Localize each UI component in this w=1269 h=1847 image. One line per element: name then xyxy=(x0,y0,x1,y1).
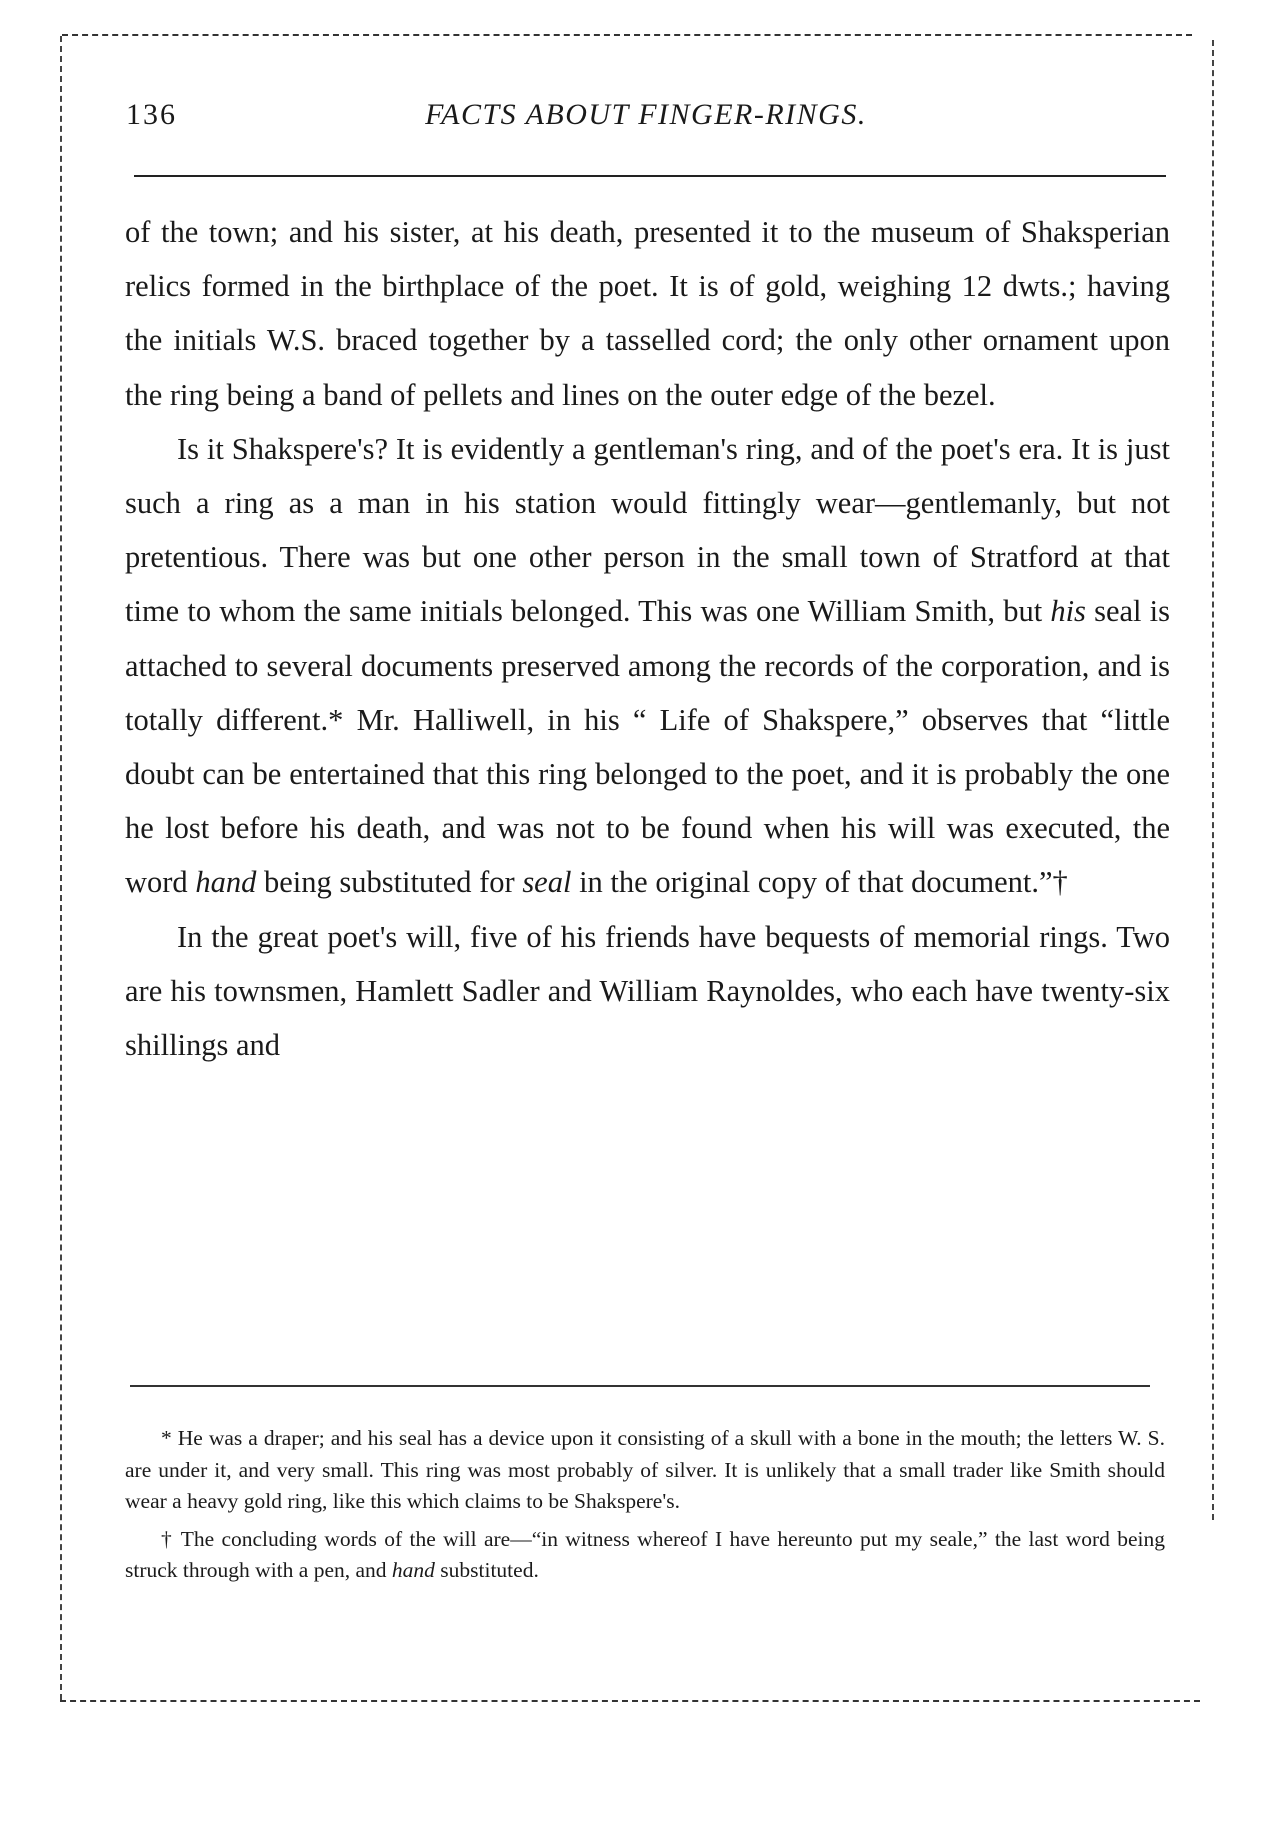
text-run: In the great poet's will, five of his friends have bequests of memorial rings. Two are his townsmen, Hamlett Sadler and William Raynoldes, who each have twenty-six shillings and xyxy=(125,919,1170,1063)
text-run: seal is attached to several documents preserved among the records of the corporation, and is totally different.* Mr. Halliwell, in his “ Life of Shakspere,” observes that “little doubt can be entertained that this ring belonged to the poet, and it is probably the one he lost before his death, and was not to be found when his will was executed, the word xyxy=(125,594,1170,900)
right-border-line xyxy=(1212,40,1214,1520)
page-number: 136 xyxy=(126,98,177,131)
italic-seal: seal xyxy=(522,865,572,900)
running-head xyxy=(126,98,1166,138)
footnote-2 xyxy=(125,1524,1165,1587)
body-text xyxy=(125,205,1170,1072)
running-title: FACTS ABOUT FINGER-RINGS. xyxy=(425,98,867,131)
text-run: substituted. xyxy=(434,1558,539,1582)
text-run: Is it Shakspere's? It is evidently a gentleman's ring, and of the poet's era. It is just such a ring as a man in his station would fittingly wear—gentlemanly, but not pretentious. There was but one other person in the small town of Stratford at that time to whom the same initials belonged. This was one William Smith, but xyxy=(125,431,1170,629)
italic-hand: hand xyxy=(391,1558,435,1582)
footnote-1 xyxy=(125,1423,1165,1518)
footnotes xyxy=(125,1423,1165,1593)
top-border-line xyxy=(62,34,1192,36)
footnote-rule xyxy=(130,1385,1150,1387)
paragraph-3 xyxy=(125,910,1170,1073)
bottom-border-line xyxy=(60,1700,1200,1702)
text-run: in the original copy of that document.”† xyxy=(571,865,1068,900)
header-rule xyxy=(134,175,1166,177)
text-run: being substituted for xyxy=(256,865,523,900)
paragraph-2 xyxy=(125,422,1170,910)
left-border-line xyxy=(60,36,62,1700)
text-run: * He was a draper; and his seal has a device upon it consisting of a skull with a bone in the mouth; the letters W. S. are under it, and very small. This ring was most probably of silver. It is unlikely that a small trader like Smith should wear a heavy gold ring, like this which claims to be Shakspere's. xyxy=(125,1426,1165,1513)
paragraph-1 xyxy=(125,205,1170,422)
italic-hand: hand xyxy=(195,865,257,900)
text-run: of the town; and his sister, at his death, presented it to the museum of Shaksperian relics formed in the birthplace of the poet. It is of gold, weighing 12 dwts.; having the initials W.S. braced together by a tasselled cord; the only other ornament upon the ring being a band of pellets and lines on the outer edge of the bezel. xyxy=(125,215,1170,412)
text-run: † The concluding words of the will are—“in witness whereof I have hereunto put my seale,” the last word being struck through with a pen, and xyxy=(125,1526,1165,1582)
italic-his: his xyxy=(1050,594,1086,629)
